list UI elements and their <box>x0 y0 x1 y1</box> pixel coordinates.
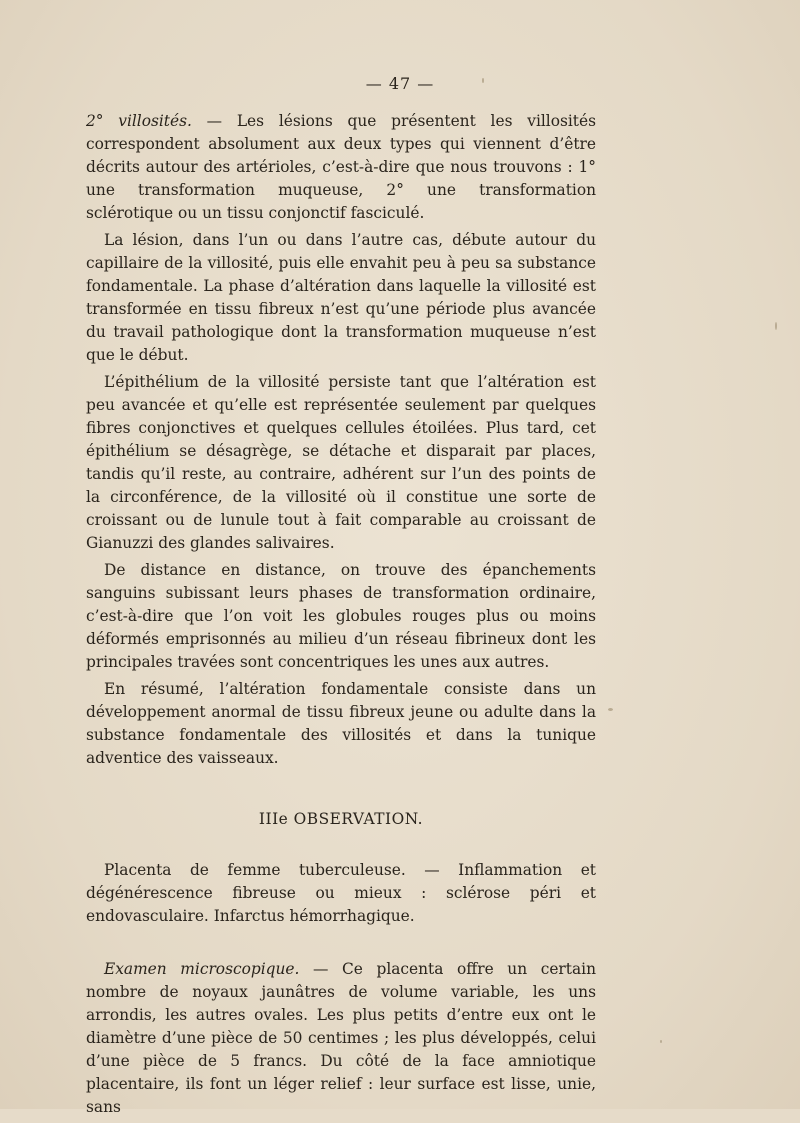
paragraph-lead-villosites: 2° villosités. <box>86 112 192 130</box>
observation-subtitle: Placenta de femme tuberculeuse. — Inflammation et dégénérescence fibreuse ou mieux : sclérose péri et endovasculaire. Infarctus hémorrhagique. <box>86 861 596 925</box>
paper-speck <box>660 1040 662 1043</box>
paragraph-lesion: La lésion, dans l’un ou dans l’autre cas, débute autour du capillaire de la villosité, puis elle envahit peu à peu sa substance fondamentale. La phase d’altération dans laquelle la villosité est transformée en tissu fibreux n’est qu’une période plus avancée du travail pathologique dont la transformation muqueuse n’est que le début. <box>86 231 596 364</box>
paper-speck <box>482 78 484 83</box>
page-number: — 47 — <box>365 74 435 93</box>
paragraph-text: — Les lésions que présentent les villosités correspondent absolument aux deux types qui viennent d’être décrits autour des artérioles, c’est-à-dire que nous trouvons : 1° une transformation muqueuse, 2° une transformation sclérotique ou un tissu conjonctif fasciculé. <box>86 112 596 222</box>
paragraph-text: — Ce placenta offre un certain nombre de noyaux jaunâtres de volume variable, les uns arrondis, les autres ovales. Les plus petits d’entre eux ont le diamètre d’une pièce de 50 centimes ; les plus développés, celui d’une pièce de 5 francs. Du côté de la face amniotique placentaire, ils font un léger relief : leur surface est lisse, unie, sans <box>86 960 596 1116</box>
paper-speck <box>775 322 777 330</box>
paper-speck <box>608 708 613 711</box>
paragraph-villosites <box>86 110 596 225</box>
paragraph-epanchements: De distance en distance, on trouve des épanchements sanguins subissant leurs phases de transformation ordinaire, c’est-à-dire que l’on voit les globules rouges plus ou moins déformés emprisonnés au milieu d’un réseau fibrineux dont les principales travées sont concentriques les unes aux autres. <box>86 561 596 671</box>
paragraph-resume: En résumé, l’altération fondamentale consiste dans un développement anormal de tissu fibreux jeune ou adulte dans la substance fondamentale des villosités et dans la tunique adventice des vaisseaux. <box>86 680 596 767</box>
body-text <box>86 110 596 1123</box>
paragraph-examen <box>86 958 596 1119</box>
paragraph-lead-examen: Examen microscopique. <box>104 960 300 978</box>
paragraph-epithelium: L’épithélium de la villosité persiste tant que l’altération est peu avancée et qu’elle est représentée seulement par quelques fibres conjonctives et quelques cellules étoilées. Plus tard, cet épithélium se désagrège, se détache et disparait par places, tandis qu’il reste, au contraire, adhérent sur l’un des points de la circonférence, de la villosité où il constitue une sorte de croissant ou de lunule tout à fait comparable au croissant de Gianuzzi des glandes salivaires. <box>86 373 596 552</box>
observation-heading: IIIe OBSERVATION. <box>258 810 424 828</box>
